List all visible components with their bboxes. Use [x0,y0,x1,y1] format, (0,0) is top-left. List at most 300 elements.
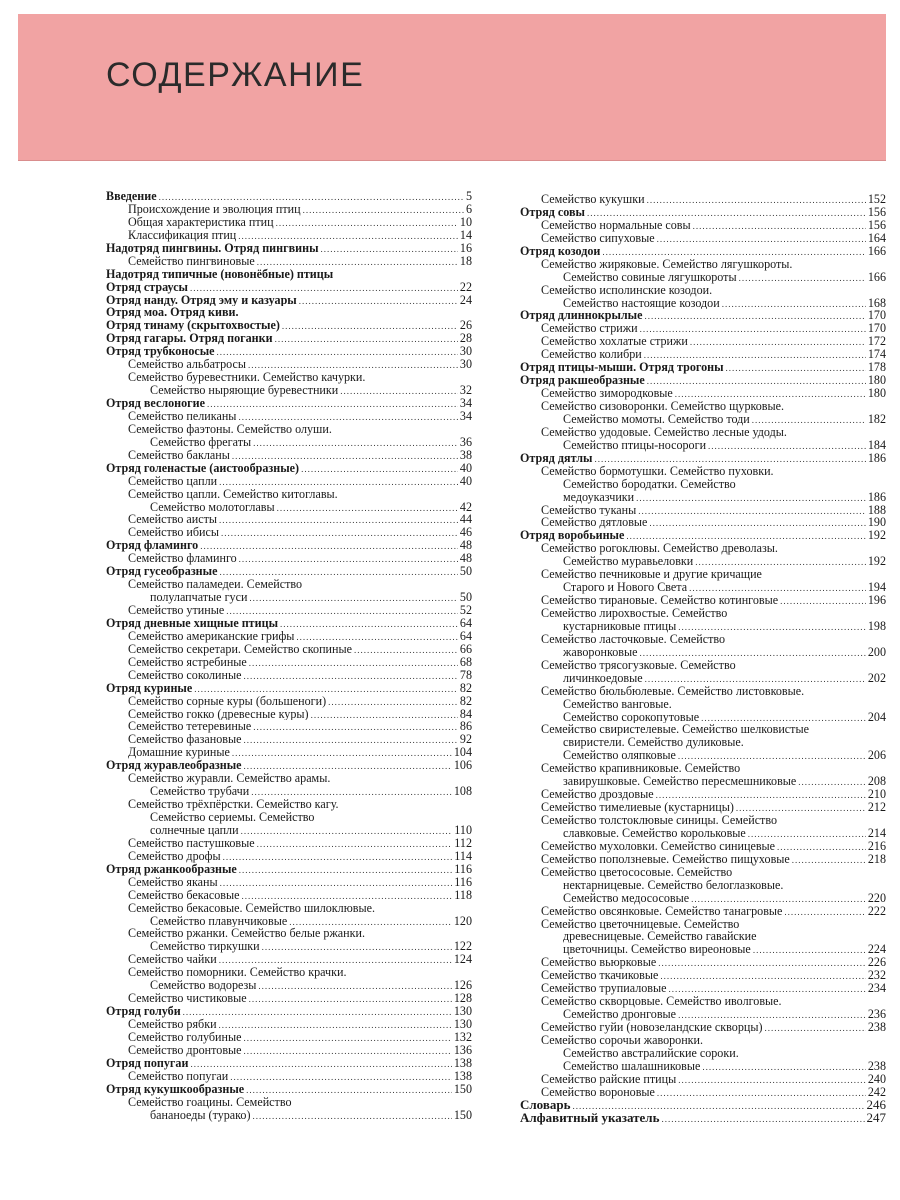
toc-entry-title: Семейство зимородковые [541,387,673,400]
toc-page-number: 6 [465,202,472,216]
toc-entry [106,720,472,733]
toc-column-right [520,193,886,1125]
toc-leader-dots [244,733,458,746]
toc-entry [106,539,472,552]
toc-page-number: 204 [867,710,886,724]
toc-entry-title: Семейство шалашниковые [563,1059,701,1073]
toc-entry [106,410,472,423]
toc-leader-dots [223,850,453,863]
toc-entry-title: Семейство ржанки. Семейство белые ржанки. [128,927,366,941]
toc-entry [520,361,886,374]
toc-leader-dots [594,452,865,465]
toc-entry [520,672,886,685]
toc-entry-title: Семейство крапивниковые. Семейство [541,762,741,776]
page-title: СОДЕРЖАНИЕ [106,56,365,94]
toc-leader-dots [282,319,458,332]
toc-page-number: 190 [867,516,886,530]
toc-entry-title: Семейство буревестники. Семейство качурки. [128,371,366,385]
toc-page-number: 226 [867,956,886,970]
toc-entry [106,294,472,307]
toc-entry-title: Семейство фазановые [128,733,242,747]
toc-leader-dots [689,581,866,594]
toc-entry [106,850,472,863]
toc-entry-title: Семейство бакланы [128,448,230,462]
toc-entry [106,798,472,811]
toc-leader-dots [678,620,866,633]
toc-page-number: 46 [459,526,472,540]
header-banner [18,14,886,161]
toc-leader-dots [658,956,866,969]
toc-entry-title: Семейство совиные лягушкороты [563,270,737,284]
toc-entry [106,423,472,436]
toc-entry-title: Семейство лирохвостые. Семейство [541,607,728,620]
toc-entry [520,956,886,969]
toc-leader-dots [645,672,866,685]
toc-entry [106,1005,472,1018]
toc-entry [520,206,886,219]
toc-page-number: 214 [867,826,886,840]
toc-entry-title: Семейство пингвиновые [128,254,255,268]
toc-leader-dots [752,413,866,426]
toc-page-number: 224 [867,943,886,957]
toc-leader-dots [726,361,866,374]
toc-entry-title: Отряд птицы-мыши. Отряд трогоны [520,361,724,375]
toc-entry [106,643,472,656]
toc-entry-title: Семейство скворцовые. Семейство иволговые. [541,995,782,1009]
toc-leader-dots [660,969,866,982]
toc-page-number: 170 [867,322,886,336]
toc-leader-dots [644,348,866,361]
toc-page-number: 10 [459,215,472,229]
toc-leader-dots [249,591,457,604]
toc-entry [520,555,886,568]
toc-entry [520,426,886,439]
toc-entry [106,255,472,268]
toc-entry [520,594,886,607]
toc-leader-dots [275,332,458,345]
toc-entry-title: Семейство райские птицы [541,1072,677,1086]
toc-page-number: 36 [459,435,472,449]
toc-leader-dots [678,1008,866,1021]
toc-page-number: 64 [459,629,472,643]
toc-page-number: 34 [459,397,472,410]
toc-entry-title: Отряд козодои [520,244,601,258]
toc-leader-dots [657,1086,866,1099]
toc-entry-title: Отряд ракшеобразные [520,374,645,388]
toc-entry-title: Семейство оляпковые [563,749,676,763]
toc-entry [520,736,886,749]
toc-page-number: 156 [867,205,886,219]
toc-leader-dots [248,358,458,371]
toc-entry [520,930,886,943]
toc-entry-title: Семейство момоты. Семейство тоди [563,412,750,426]
toc-entry [520,659,886,672]
toc-entry-title: Отряд нанду. Отряд эму и казуары [106,293,297,307]
toc-entry-title: Семейство соколиные [128,668,242,682]
toc-entry-title: Семейство овсянковые. Семейство танагровые [541,904,783,918]
toc-entry [106,759,472,772]
toc-entry [106,876,472,889]
toc-entry-title: Семейство ибисы [128,526,220,540]
toc-entry [106,1057,472,1070]
toc-page-number: 208 [867,775,886,789]
toc-leader-dots [639,646,865,659]
toc-page-number: 180 [867,374,886,388]
toc-page-number: 64 [459,616,472,630]
toc-entry [106,203,472,216]
toc-entry-title: Семейство трубачи [150,785,250,799]
toc-leader-dots [249,992,452,1005]
toc-page-number: 108 [453,785,472,799]
toc-leader-dots [207,397,458,410]
toc-page-number: 166 [867,270,886,284]
toc-entry [106,1070,472,1083]
toc-page-number: 40 [459,461,472,475]
toc-entry-title: свиристели. Семейство дуликовые. [563,736,744,750]
toc-page-number: 210 [867,788,886,802]
toc-entry [520,1099,886,1112]
toc-entry [520,801,886,814]
toc-entry [520,762,886,775]
toc-page-number: 220 [867,891,886,905]
toc-entry [106,746,472,759]
toc-entry [106,358,472,371]
toc-entry-title: Семейство американские грифы [128,629,295,643]
toc-entry [106,656,472,669]
toc-entry [520,568,886,581]
toc-page-number: 40 [459,474,472,488]
toc-entry-title: Семейство дрофы [128,849,221,863]
toc-entry-title: Семейство тиркушки [150,940,260,954]
toc-entry [520,775,886,788]
toc-entry [106,824,472,837]
toc-page-number: 48 [459,552,472,566]
toc-page-number: 200 [867,645,886,659]
toc-entry [520,322,886,335]
toc-page-number: 172 [867,335,886,349]
toc-entry-title: Семейство фламинго [128,552,237,566]
toc-entry-title: Отряд журавлеобразные [106,759,242,773]
toc-leader-dots [219,953,452,966]
toc-leader-dots [251,785,452,798]
toc-entry [106,216,472,229]
toc-entry-title: славковые. Семейство корольковые [563,826,746,840]
toc-entry-title: Семейство голубиные [128,1030,242,1044]
toc-entry [106,591,472,604]
toc-entry [520,491,886,504]
toc-leader-dots [748,827,866,840]
toc-leader-dots [200,539,458,552]
toc-entry-title: Семейство ястребиные [128,655,247,669]
toc-page-number: 174 [867,348,886,362]
toc-entry [106,513,472,526]
toc-entry [106,488,472,501]
toc-entry [106,708,472,721]
toc-leader-dots [626,529,865,542]
toc-entry [520,387,886,400]
toc-entry-title: Словарь [520,1098,571,1112]
toc-leader-dots [257,255,458,268]
toc-page-number: 44 [459,513,472,527]
toc-entry-title: Алфавитный указатель [520,1111,660,1125]
toc-entry-title: Семейство туканы [541,503,637,517]
toc-page-number: 42 [459,500,472,514]
toc-entry-title: Семейство фрегаты [150,435,252,449]
toc-page-number: 22 [459,280,472,294]
toc-entry-title: Семейство цапли [128,474,218,488]
toc-page-number: 120 [453,914,472,928]
toc-page-number: 238 [867,1059,886,1073]
toc-entry [106,526,472,539]
toc-entry-title: Семейство рогоклювы. Семейство древолазы. [541,542,778,556]
toc-leader-dots [303,203,464,216]
toc-entry-title: полулапчатые гуси [150,591,248,604]
toc-entry [520,633,886,646]
toc-entry [520,607,886,620]
toc-entry [106,229,472,242]
toc-entry-title: Семейство поморники. Семейство крачки. [128,966,347,980]
toc-leader-dots [321,242,458,255]
toc-leader-dots [276,216,458,229]
toc-leader-dots [219,475,458,488]
toc-entry [106,565,472,578]
toc-entry-title: Семейство дронтовые [128,1043,242,1057]
toc-entry [520,711,886,724]
toc-entry-title: Семейство трупиаловые [541,982,667,996]
toc-entry [106,604,472,617]
toc-entry-title: Отряд фламинго [106,539,199,553]
toc-entry [520,348,886,361]
toc-entry [106,449,472,462]
toc-leader-dots [239,863,453,876]
toc-entry-title: завирушковые. Семейство пересмешниковые [563,775,797,789]
toc-entry-title: Семейство паламедеи. Семейство [128,578,303,592]
toc-leader-dots [701,711,866,724]
toc-entry-title: Семейство бекасовые [128,888,240,902]
toc-leader-dots [219,1018,452,1031]
toc-page-number: 68 [459,655,472,669]
toc-entry-title: Семейство утиные [128,604,225,617]
toc-leader-dots [690,335,866,348]
toc-page-number: 212 [867,801,886,814]
toc-entry [106,462,472,475]
toc-page-number: 114 [454,849,472,863]
toc-entry [106,733,472,746]
toc-entry-title: Семейство сорочьи жаворонки. [541,1033,704,1047]
toc-entry [106,811,472,824]
toc-entry [106,319,472,332]
toc-entry [106,552,472,565]
toc-page-number: 14 [459,228,472,242]
toc-page-number: 246 [866,1098,886,1112]
toc-entry [520,335,886,348]
toc-entry [520,1047,886,1060]
toc-leader-dots [277,501,458,514]
toc-entry [520,969,886,982]
toc-page-number: 34 [459,409,472,423]
toc-page-number: 240 [867,1072,886,1086]
toc-entry [520,749,886,762]
toc-leader-dots [253,720,458,733]
toc-leader-dots [675,387,866,400]
toc-page-number: 5 [465,190,472,203]
toc-page-number: 192 [867,529,886,543]
toc-entry [520,271,886,284]
toc-leader-dots [792,853,866,866]
toc-entry-title: Отряд куриные [106,681,193,695]
toc-entry [520,193,886,206]
toc-entry-title: Семейство пастушковые [128,836,255,850]
toc-entry-title: Отряд голуби [106,1005,181,1018]
toc-entry [520,943,886,956]
toc-leader-dots [299,294,458,307]
toc-entry-title: Семейство сериемы. Семейство [150,811,315,824]
toc-entry-title: Семейство аисты [128,513,218,527]
toc-page-number: 150 [453,1082,472,1096]
toc-page-number: 38 [459,448,472,462]
toc-page-number: 170 [867,309,886,323]
toc-entry-title: Отряд совы [520,205,585,219]
toc-page-number: 86 [459,720,472,734]
toc-page-number: 234 [867,982,886,996]
toc-page-number: 130 [453,1018,472,1031]
toc-page-number: 16 [459,241,472,255]
toc-entry-title: Семейство гуйи (новозеландские скворцы) [541,1021,763,1034]
toc-entry-title: Отряд страусы [106,280,189,294]
toc-entry [520,892,886,905]
toc-leader-dots [780,594,866,607]
toc-page-number: 186 [867,490,886,504]
toc-entry [106,837,472,850]
toc-entry-title: Семейство пеликаны [128,409,237,423]
toc-entry-title: Семейство птицы-носороги [563,438,707,452]
toc-entry-title: Надотряд пингвины. Отряд пингвины [106,241,319,255]
toc-leader-dots [244,759,452,772]
toc-entry [520,529,886,542]
toc-entry-title: Семейство трясогузковые. Семейство [541,658,736,672]
toc-leader-dots [262,940,452,953]
toc-page-number: 138 [453,1056,472,1070]
toc-entry [520,620,886,633]
toc-entry-title: Семейство нормальные совы [541,218,691,232]
toc-entry-title: Семейство бекасовые. Семейство шилоклювые. [128,901,375,915]
toc-entry [106,1096,472,1109]
toc-entry [106,695,472,708]
toc-leader-dots [230,1070,452,1083]
toc-leader-dots [678,1073,866,1086]
toc-leader-dots [656,788,866,801]
toc-entry [106,436,472,449]
toc-leader-dots [736,801,866,814]
toc-page-number: 164 [867,231,886,245]
toc-page-number: 78 [459,668,472,682]
toc-entry [106,785,472,798]
toc-entry [106,1018,472,1031]
toc-leader-dots [190,1057,451,1070]
toc-entry [106,1109,472,1122]
toc-entry-title: Семейство дронговые [563,1008,677,1021]
toc-entry-title: Отряд гусеобразные [106,565,218,579]
toc-entry [520,232,886,245]
toc-leader-dots [777,840,866,853]
toc-entry-title: Семейство трёхпёрстки. Семейство кагу. [128,798,339,811]
toc-entry-title: Семейство вьюрковые [541,956,657,970]
toc-entry [520,1021,886,1034]
toc-entry-title: Семейство попугаи [128,1069,229,1083]
toc-page-number: 124 [453,953,472,967]
toc-leader-dots [221,526,458,539]
toc-entry-title: Отряд ржанкообразные [106,862,237,876]
toc-entry [520,827,886,840]
toc-entry-title: Отряд моа. Отряд киви. [106,306,239,320]
toc-page-number: 168 [867,296,886,310]
toc-entry [520,465,886,478]
toc-leader-dots [226,604,458,617]
toc-entry [520,1086,886,1099]
toc-entry [106,475,472,488]
toc-page-number: 156 [867,218,886,232]
toc-entry-title: Семейство чайки [128,953,217,967]
toc-entry [520,646,886,659]
toc-entry [520,400,886,413]
toc-entry-title: Семейство сорокопутовые [563,710,700,724]
toc-leader-dots [239,552,458,565]
toc-entry [106,281,472,294]
toc-page-number: 178 [867,361,886,375]
toc-entry-title: Семейство колибри [541,348,642,362]
toc-page-number: 188 [867,503,886,517]
toc-entry [520,866,886,879]
toc-entry-title: Отряд дятлы [520,451,593,465]
toc-entry [106,927,472,940]
toc-page-number: 32 [459,384,472,397]
toc-leader-dots [647,374,866,387]
toc-page-number: 50 [459,565,472,579]
toc-leader-dots [219,513,458,526]
toc-leader-dots [587,206,866,219]
toc-leader-dots [217,345,458,358]
toc-entry [520,685,886,698]
toc-entry-title: Семейство плавунчиковые [150,914,288,928]
toc-page-number: 247 [866,1111,886,1125]
toc-entry-title: Семейство свиристелевые. Семейство шелковистые [541,723,809,737]
toc-entry [520,516,886,529]
toc-leader-dots [765,1021,866,1034]
toc-page-number: 30 [459,358,472,372]
toc-page-number: 132 [453,1030,472,1044]
toc-leader-dots [340,384,458,397]
toc-entry-title: Семейство журавли. Семейство арамы. [128,772,331,786]
toc-leader-dots [638,504,866,517]
toc-entry [520,879,886,892]
toc-entry-title: Семейство кукушки [541,193,645,206]
toc-leader-dots [244,1044,452,1057]
toc-page-number: 216 [867,839,886,853]
toc-page-number: 92 [459,733,472,747]
toc-leader-dots [253,436,458,449]
toc-entry-title: кустарниковые птицы [563,619,677,633]
toc-entry-title: Надотряд типичные (новонёбные) птицы [106,267,334,281]
toc-entry [520,723,886,736]
toc-leader-dots [798,775,866,788]
toc-entry [106,1031,472,1044]
toc-entry-title: древесницевые. Семейство гавайские [563,930,757,944]
toc-page-number: 196 [867,594,886,607]
toc-entry-title: Отряд дневные хищные птицы [106,616,279,630]
toc-entry-title: Отряд гагары. Отряд поганки [106,332,273,346]
toc-entry-title: Отряд трубконосые [106,345,215,359]
toc-entry [520,995,886,1008]
